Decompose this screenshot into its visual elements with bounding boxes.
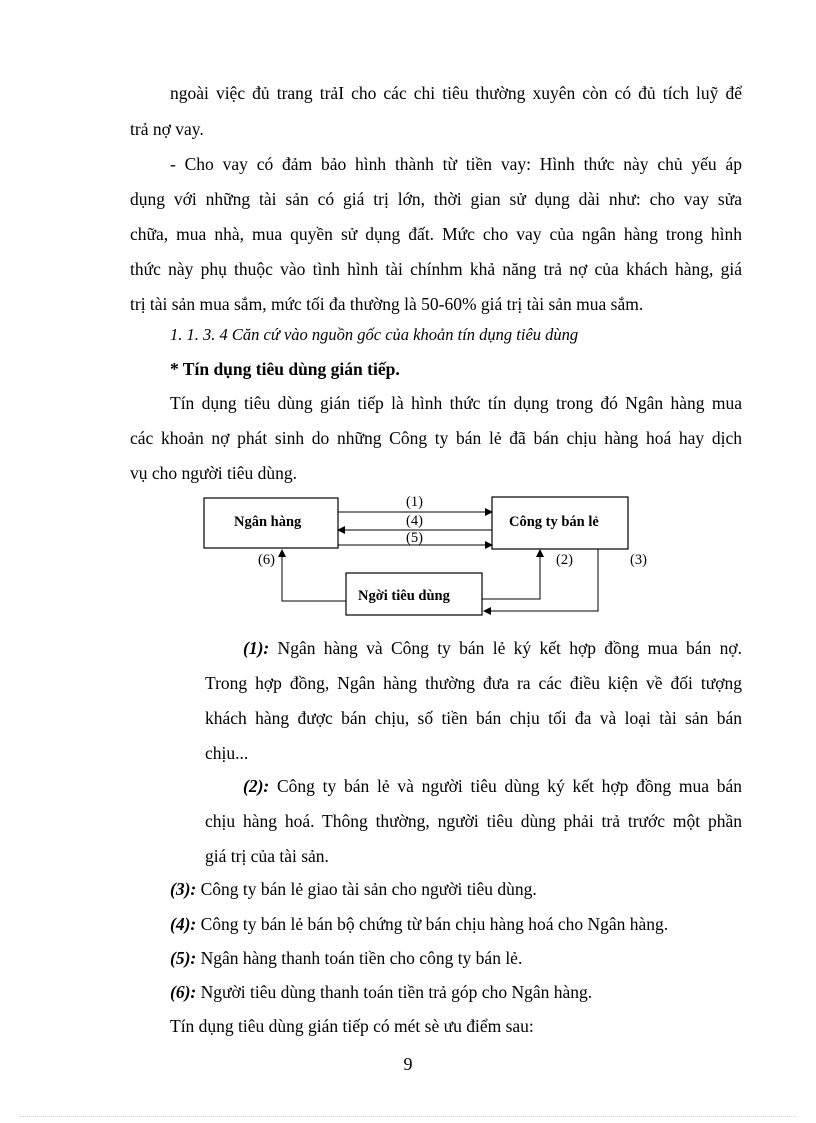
body-text-line: dụng với những tài sản có giá trị lớn, thời gian sử dụng dài như: cho vay sửa xyxy=(130,189,742,209)
body-text-line: - Cho vay có đảm bảo hình thành từ tiền vay: Hình thức này chủ yếu áp xyxy=(170,154,742,174)
body-text-line: ngoài việc đủ trang trảI cho các chi tiêu thường xuyên còn có đủ tích luỹ để xyxy=(170,83,742,103)
sub-heading: * Tín dụng tiêu dùng gián tiếp. xyxy=(170,359,400,379)
body-text-line: vụ cho người tiêu dùng. xyxy=(130,463,297,483)
body-text-line: các khoản nợ phát sinh do những Công ty bán lẻ đã bán chịu hàng hoá hay dịch xyxy=(130,428,742,448)
note-marker: (2): xyxy=(243,776,270,796)
note-text: Ngân hàng và Công ty bán lẻ ký kết hợp đồng mua bán nợ. xyxy=(269,638,742,658)
flow-label-3: (3) xyxy=(630,552,647,568)
closing-line: Tín dụng tiêu dùng gián tiếp có mét sè ưu điểm sau: xyxy=(170,1016,534,1036)
note-marker: (6): xyxy=(170,982,197,1002)
note-text: Ngân hàng thanh toán tiền cho công ty bán lẻ. xyxy=(196,948,523,968)
arrow-6 xyxy=(282,550,346,601)
note-2-line: giá trị của tài sản. xyxy=(205,846,329,866)
note-1-line: Trong hợp đồng, Ngân hàng thường đưa ra các điều kiện về đối tượng xyxy=(205,673,742,693)
note-6 xyxy=(170,981,592,1003)
note-1-line: chịu... xyxy=(205,743,249,763)
note-5 xyxy=(170,947,522,969)
note-marker: (5): xyxy=(170,948,197,968)
note-text: Công ty bán lẻ bán bộ chứng từ bán chịu hàng hoá cho Ngân hàng. xyxy=(196,914,669,934)
note-marker: (3): xyxy=(170,879,197,899)
note-text: Người tiêu dùng thanh toán tiền trả góp cho Ngân hàng. xyxy=(196,982,593,1002)
note-1-line: khách hàng được bán chịu, số tiền bán chịu tối đa và loại tài sản bán xyxy=(205,708,742,728)
page-number: 9 xyxy=(403,1054,413,1074)
arrow-2 xyxy=(482,550,540,599)
note-2-line: chịu hàng hoá. Thông thường, người tiêu dùng phải trả trước một phần xyxy=(205,811,742,831)
flow-label-1: (1) xyxy=(406,494,423,510)
flow-label-4: (4) xyxy=(406,513,423,529)
body-text-line: chữa, mua nhà, mua quyền sử dụng đất. Mức cho vay của ngân hàng trong hình xyxy=(130,224,742,244)
note-marker: (4): xyxy=(170,914,197,934)
body-text-line: Tín dụng tiêu dùng gián tiếp là hình thức tín dụng trong đó Ngân hàng mua xyxy=(170,393,742,413)
consumer-label: Ngời tiêu dùng xyxy=(358,588,450,604)
note-1-line xyxy=(243,637,742,659)
body-text-line: trị tài sản mua sắm, mức tối đa thường là 50-60% giá trị tài sản mua sắm. xyxy=(130,294,644,314)
flow-label-2: (2) xyxy=(556,552,573,568)
bank-label: Ngân hàng xyxy=(234,514,302,530)
flow-label-5: (5) xyxy=(406,530,423,546)
body-text-line: thức này phụ thuộc vào tình hình tài chínhm khả năng trả nợ của khách hàng, giá xyxy=(130,259,742,279)
retailer-label: Công ty bán lẻ xyxy=(509,514,599,530)
note-3 xyxy=(170,878,537,900)
note-4 xyxy=(170,913,668,935)
flow-label-6: (6) xyxy=(258,552,275,568)
note-text: Công ty bán lẻ và người tiêu dùng ký kết hợp đồng mua bán xyxy=(269,776,742,796)
footer-divider xyxy=(20,1116,796,1117)
section-heading: 1. 1. 3. 4 Căn cứ vào nguồn gốc của khoản tín dụng tiêu dùng xyxy=(170,325,579,344)
credit-flow-diagram xyxy=(200,490,660,620)
note-marker: (1): xyxy=(243,638,270,658)
note-text: Công ty bán lẻ giao tài sản cho người tiêu dùng. xyxy=(196,879,537,899)
note-2-line xyxy=(243,775,742,797)
body-text-line: trả nợ vay. xyxy=(130,119,204,139)
